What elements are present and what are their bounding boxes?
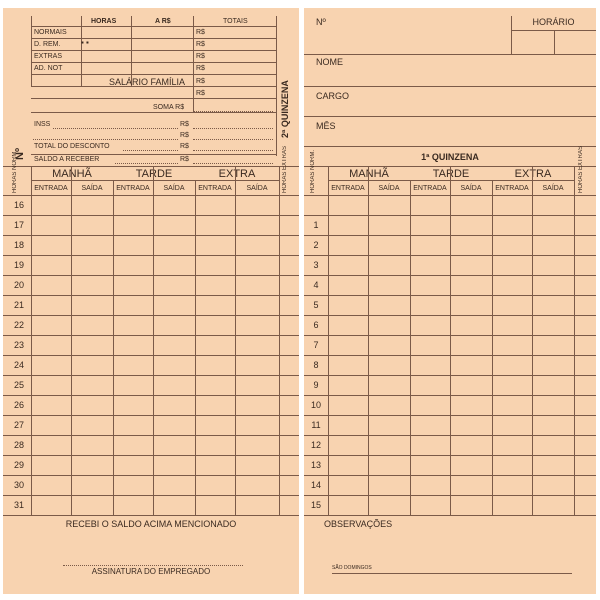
timecard-first-fortnight <box>304 8 596 594</box>
signature-label: ASSINATURA DO EMPREGADO <box>91 567 211 576</box>
right-day-8: 8 <box>313 360 319 370</box>
right-entrada-2: ENTRADA <box>413 185 447 192</box>
currency-inss: R$ <box>180 121 189 128</box>
tarde-header: TARDE <box>135 168 173 180</box>
right-day-12: 12 <box>310 440 321 450</box>
entrada-2: ENTRADA <box>116 185 150 192</box>
left-day-23: 23 <box>13 340 24 350</box>
right-day-15: 15 <box>310 500 321 510</box>
left-day-16: 16 <box>13 200 24 210</box>
right-entrada-1: ENTRADA <box>331 185 365 192</box>
left-day-27: 27 <box>13 420 24 430</box>
left-day-26: 26 <box>13 400 24 410</box>
left-day-29: 29 <box>13 460 24 470</box>
right-horas-norm-label: HORAS NORM. <box>310 149 316 193</box>
horario-label: HORÁRIO <box>532 17 575 27</box>
left-day-24: 24 <box>13 360 24 370</box>
first-fortnight-label: 1ª QUINZENA <box>421 152 479 162</box>
right-day-14: 14 <box>310 480 321 490</box>
header-totais: TOTAIS <box>223 18 248 25</box>
entrada-1: ENTRADA <box>34 185 68 192</box>
currency-3: R$ <box>196 53 205 60</box>
right-day-3: 3 <box>313 260 319 270</box>
timecard-second-fortnight <box>3 8 299 594</box>
salario-familia-label: SALÁRIO FAMÍLIA <box>109 77 186 87</box>
currency-desconto: R$ <box>180 143 189 150</box>
soma-label: SOMA R$ <box>153 104 185 111</box>
right-tarde-header: TARDE <box>432 168 470 180</box>
right-day-11: 11 <box>311 420 321 430</box>
right-horas-extras-label: HORAS EXTRAS <box>578 145 584 193</box>
right-day-1: 1 <box>313 220 319 230</box>
currency-5: R$ <box>196 78 205 85</box>
right-day-9: 9 <box>313 380 319 390</box>
extra-header: EXTRA <box>218 168 256 180</box>
right-saida-2: SAÍDA <box>460 185 482 192</box>
row-ad-not: AD. NOT <box>34 65 63 72</box>
row-normais: NORMAIS <box>34 29 67 36</box>
right-extra-header: EXTRA <box>514 168 552 180</box>
currency-6: R$ <box>196 90 205 97</box>
left-day-30: 30 <box>13 480 24 490</box>
currency-2: R$ <box>196 41 205 48</box>
nome-label: NOME <box>316 57 343 67</box>
left-day-18: 18 <box>13 240 24 250</box>
row-d-rem: D. REM. <box>34 41 61 48</box>
manha-header: MANHÃ <box>52 168 92 180</box>
right-manha-header: MANHÃ <box>349 168 389 180</box>
header-a-rs: A R$ <box>155 18 171 25</box>
left-day-28: 28 <box>13 440 24 450</box>
right-entrada-3: ENTRADA <box>495 185 529 192</box>
received-statement: RECEBI O SALDO ACIMA MENCIONADO <box>65 519 237 529</box>
left-day-31: 31 <box>13 500 24 510</box>
right-numero-label: Nº <box>316 17 326 27</box>
right-day-6: 6 <box>313 320 319 330</box>
horas-extras-label: HORAS EXTRAS <box>282 145 288 193</box>
right-day-10: 10 <box>310 400 321 410</box>
right-day-2: 2 <box>313 240 319 250</box>
right-day-5: 5 <box>313 300 319 310</box>
right-day-7: 7 <box>313 340 319 350</box>
brand-label: SÃO DOMINGOS <box>332 565 372 571</box>
total-desconto-label: TOTAL DO DESCONTO <box>34 143 110 150</box>
currency-blank: R$ <box>180 132 189 139</box>
saida-1: SAÍDA <box>81 185 103 192</box>
left-day-20: 20 <box>13 280 24 290</box>
saida-3: SAÍDA <box>246 185 268 192</box>
left-day-17: 17 <box>13 220 24 230</box>
saldo-label: SALDO A RECEBER <box>34 156 100 163</box>
observacoes-label: OBSERVAÇÕES <box>324 519 393 529</box>
right-saida-3: SAÍDA <box>542 185 564 192</box>
entrada-3: ENTRADA <box>198 185 232 192</box>
header-horas: HORAS <box>91 18 117 25</box>
right-day-13: 13 <box>310 460 321 470</box>
mes-label: MÊS <box>316 121 336 131</box>
numero-label: Nº <box>14 148 26 160</box>
right-saida-1: SAÍDA <box>378 185 400 192</box>
left-day-25: 25 <box>13 380 24 390</box>
left-day-19: 19 <box>13 260 24 270</box>
currency-4: R$ <box>196 65 205 72</box>
currency-1: R$ <box>196 29 205 36</box>
row-extras: EXTRAS <box>34 53 63 60</box>
left-day-22: 22 <box>13 320 24 330</box>
left-day-21: 21 <box>13 300 24 310</box>
currency-saldo: R$ <box>180 156 189 163</box>
inss-label: INSS <box>34 121 51 128</box>
right-day-4: 4 <box>313 280 319 290</box>
second-fortnight-label: 2ª QUINZENA <box>280 80 290 138</box>
pen-mark: ▪ ▪ <box>81 38 89 47</box>
cargo-label: CARGO <box>316 91 350 101</box>
saida-2: SAÍDA <box>163 185 185 192</box>
horas-norm-label: HORAS NORM. <box>12 149 18 193</box>
